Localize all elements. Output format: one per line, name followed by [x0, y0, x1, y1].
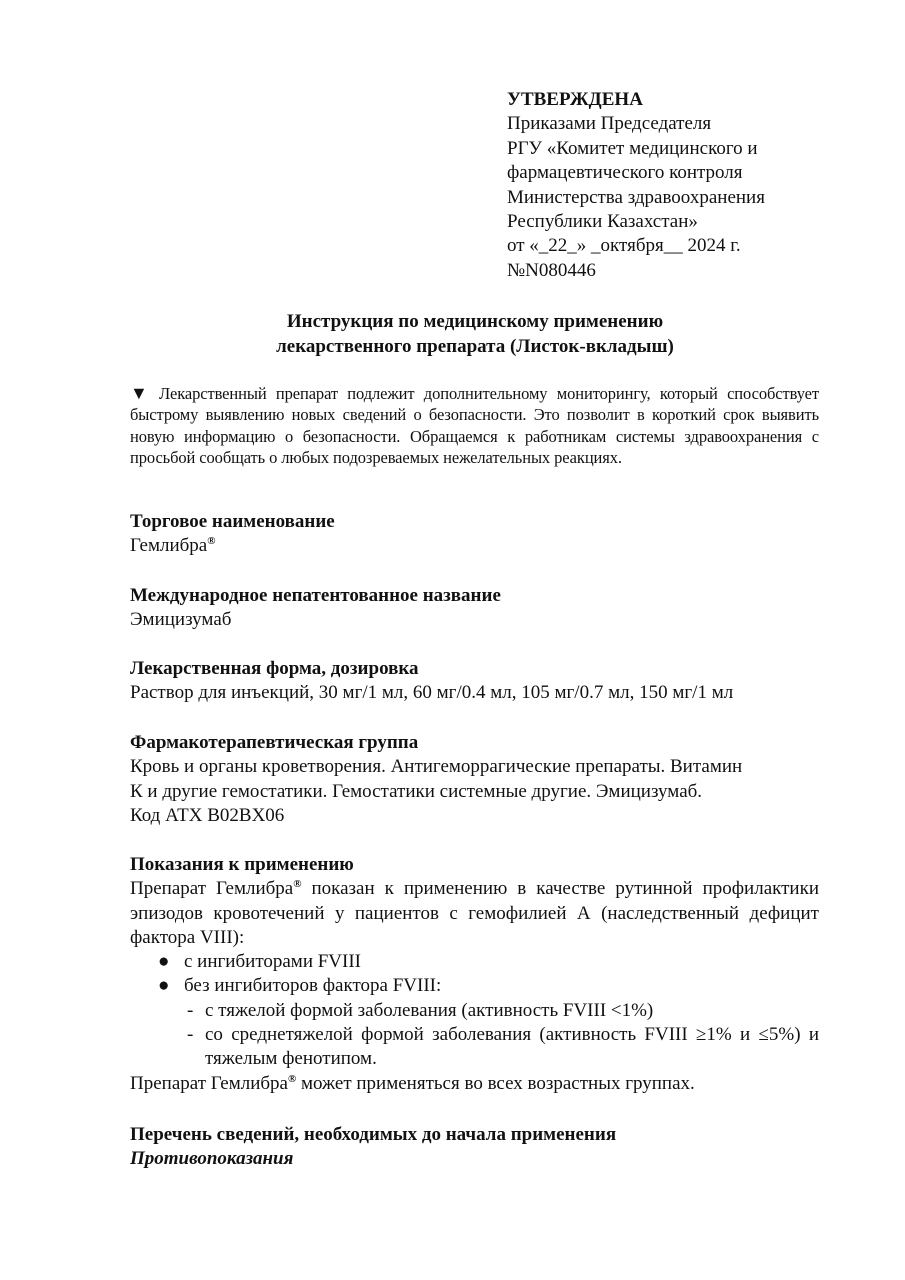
black-triangle-icon: ▼ — [130, 383, 153, 403]
registered-mark: ® — [293, 878, 302, 891]
indications-intro-rest: показан к применению в качестве рутинной профилактики эпизодов кровотечений у пациентов с гемофилией А (наследственный дефицит фактора VIII): — [130, 878, 819, 948]
section-pharmacotherapeutic-group — [130, 731, 819, 828]
section-heading: Показания к применению — [130, 854, 354, 875]
list-item-text: с ингибиторами FVIII — [184, 951, 362, 973]
contraindications-subheading: Противопоказания — [130, 1148, 294, 1170]
group-line: Кровь и органы кроветворения. Антигеморрагические препараты. Витамин — [130, 756, 743, 778]
document-title-line: лекарственного препарата (Листок-вкладыш) — [276, 336, 674, 357]
section-heading: Фармакотерапевтическая группа — [130, 732, 419, 753]
section-heading: Лекарственная форма, дозировка — [130, 658, 419, 679]
section-trade-name — [130, 510, 819, 559]
bullet-icon: ● — [158, 951, 170, 973]
atc-code: Код АТХ B02BX06 — [130, 804, 285, 826]
trade-name-value — [130, 534, 819, 558]
section-indications — [130, 853, 819, 1096]
approval-line: Министерства здравоохранения — [507, 186, 765, 208]
section-inn — [130, 584, 819, 633]
list-item — [130, 950, 819, 974]
indications-intro — [130, 877, 819, 950]
section-dosage-form — [130, 657, 819, 706]
approval-number: №N080446 — [507, 259, 596, 281]
section-pre-use-info — [130, 1123, 819, 1172]
group-line: К и другие гемостатики. Гемостатики системные другие. Эмицизумаб. — [130, 780, 703, 802]
section-heading: Перечень сведений, необходимых до начала применения — [130, 1124, 617, 1145]
approval-block — [507, 88, 765, 283]
approval-line: Республики Казахстан» — [507, 211, 698, 233]
approval-date: от «_22_» _октября__ 2024 г. — [507, 235, 741, 257]
document-title — [130, 309, 820, 359]
indications-closing-start: Препарат Гемлибра — [130, 1072, 288, 1094]
approval-line: Приказами Председателя — [507, 113, 712, 135]
indications-intro-start: Препарат Гемлибра — [130, 878, 294, 900]
dosage-form-value: Раствор для инъекций, 30 мг/1 мл, 60 мг/0.4 мл, 105 мг/0.7 мл, 150 мг/1 мл — [130, 682, 734, 704]
bullet-icon: ● — [158, 975, 170, 997]
registered-mark: ® — [207, 535, 216, 548]
indications-closing-rest: может применяться во всех возрастных группах. — [296, 1072, 695, 1094]
approval-line: фармацевтического контроля — [507, 162, 743, 184]
sub-list-item — [130, 999, 819, 1023]
indications-list — [130, 950, 819, 999]
sub-list-item — [130, 1023, 819, 1072]
indications-sublist — [130, 999, 819, 1072]
monitoring-notice-text: Лекарственный препарат подлежит дополнительному мониторингу, который способствует быстрому выявлению новых сведений о безопасности. Это позволит в короткий срок выявить новую информацию о безопасности. Обращаемся к работникам системы здравоохранения с просьбой сообщать о любых подозреваемых нежелательных реакциях. — [130, 384, 819, 467]
dash-icon: - — [187, 999, 194, 1021]
approval-title: УТВЕРЖДЕНА — [507, 89, 643, 110]
document-title-line: Инструкция по медицинскому применению — [286, 311, 664, 332]
list-item-text: без ингибиторов фактора FVIII: — [184, 975, 442, 997]
section-heading: Международное непатентованное название — [130, 585, 501, 606]
list-item — [130, 974, 819, 998]
dash-icon: - — [187, 1024, 194, 1046]
monitoring-notice — [130, 383, 819, 468]
section-heading: Торговое наименование — [130, 511, 335, 532]
sub-list-item-text: со среднетяжелой формой заболевания (активность FVIII ≥1% и ≤5%) и тяжелым фенотипом. — [205, 1024, 819, 1070]
sub-list-item-text: с тяжелой формой заболевания (активность FVIII <1%) — [205, 999, 654, 1021]
indications-closing — [130, 1072, 819, 1096]
inn-value: Эмицизумаб — [130, 609, 232, 631]
approval-line: РГУ «Комитет медицинского и — [507, 137, 758, 159]
registered-mark: ® — [288, 1072, 297, 1085]
trade-name-text: Гемлибра — [130, 535, 208, 557]
